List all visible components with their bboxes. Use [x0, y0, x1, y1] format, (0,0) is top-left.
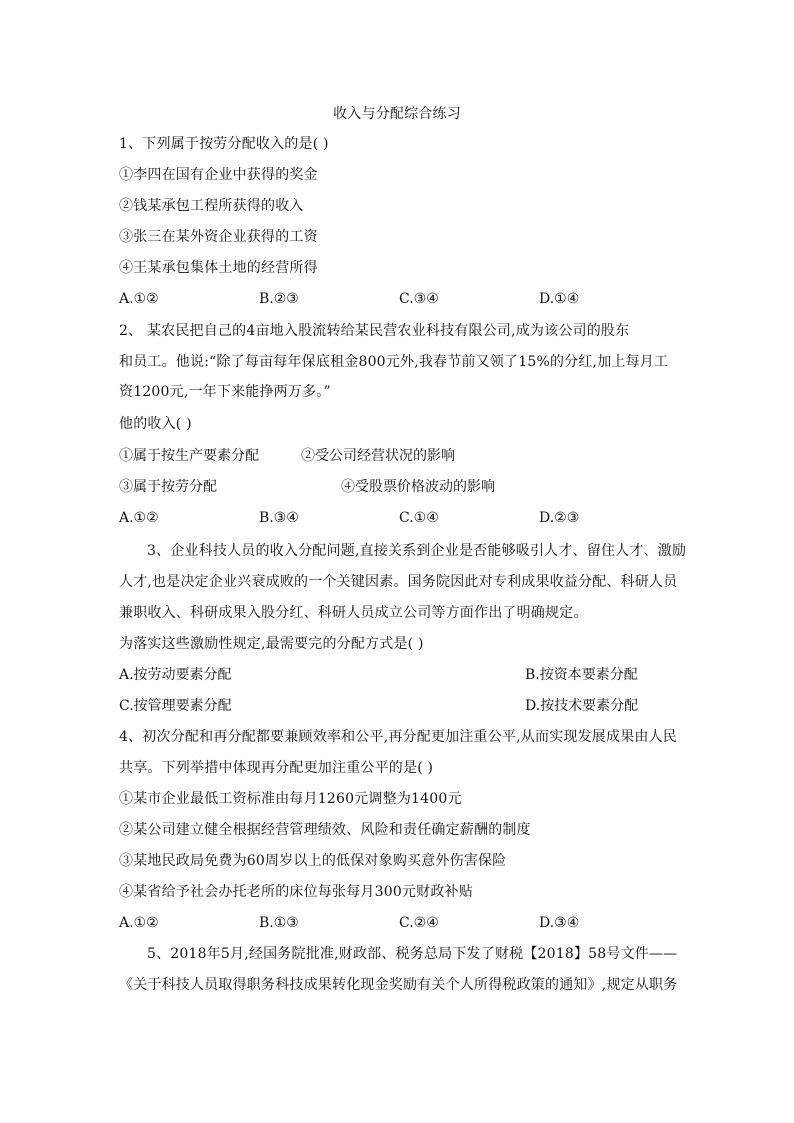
question-1-item: ①李四在国有企业中获得的奖金 [119, 167, 318, 183]
page-title: 收入与分配综合练习 [333, 106, 461, 122]
question-1-item: ②钱某承包工程所获得的收入 [119, 198, 304, 214]
question-5-stem-line: 《关于科技人员取得职务科技成果转化现金奖励有关个人所得税政策的通知》,规定从职务 [119, 977, 678, 993]
question-4-option-a: A.①② [119, 915, 159, 931]
question-1-item: ③张三在某外资企业获得的工资 [119, 229, 318, 245]
question-1-option-d: D.①④ [539, 291, 580, 307]
question-2-option-a: A.①② [119, 510, 159, 526]
question-1-option-b: B.②③ [259, 291, 299, 307]
question-3-option-c: C.按管理要素分配 [119, 698, 232, 714]
question-3-stem-line: 兼职收入、科研成果入股分红、科研人员成立公司等方面作出了明确规定。 [119, 605, 588, 621]
question-3-option-d: D.按技术要素分配 [525, 698, 639, 714]
question-3-option-b: B.按资本要素分配 [525, 667, 638, 683]
question-2-stem-line: 资1200元,一年下来能挣两万多。” [119, 384, 331, 400]
question-4-stem-line: 4、初次分配和再分配都要兼顾效率和公平,再分配更加注重公平,从而实现发展成果由人民 [119, 729, 678, 745]
question-1-stem: 1、下列属于按劳分配收入的是( ) [119, 136, 329, 152]
question-4-option-b: B.①③ [259, 915, 299, 931]
question-4-item: ①某市企业最低工资标准由每月1260元调整为1400元 [119, 791, 462, 807]
question-4-option-c: C.②④ [399, 915, 439, 931]
question-1-option-c: C.③④ [399, 291, 439, 307]
question-4-option-d: D.③④ [539, 915, 580, 931]
question-3-stem-line: 3、企业科技人员的收入分配问题,直接关系到企业是否能够吸引人才、留住人才、激励 [147, 543, 687, 559]
question-2-item: ①属于按生产要素分配 [119, 448, 259, 464]
question-2-option-b: B.③④ [259, 510, 299, 526]
question-2-item: ④受股票价格波动的影响 [341, 479, 495, 495]
question-2-stem-line: 他的收入( ) [119, 416, 192, 432]
question-4-stem-line: 共享。下列举措中体现再分配更加注重公平的是( ) [119, 760, 434, 776]
question-3-stem-line: 为落实这些激励性规定,最需要完的分配方式是( ) [119, 636, 424, 652]
question-1-option-a: A.①② [119, 291, 159, 307]
question-2-option-d: D.②③ [539, 510, 580, 526]
question-2-item: ②受公司经营状况的影响 [301, 448, 455, 464]
question-2-stem-line: 2、 某农民把自己的4亩地入股流转给某民营农业科技有限公司,成为该公司的股东 [119, 323, 630, 339]
question-1-item: ④王某承包集体土地的经营所得 [119, 260, 318, 276]
question-2-item: ③属于按劳分配 [119, 479, 217, 495]
question-4-item: ③某地民政局免费为60周岁以上的低保对象购买意外伤害保险 [119, 853, 507, 869]
question-2-option-c: C.①④ [399, 510, 439, 526]
question-4-item: ④某省给予社会办托老所的床位每张每月300元财政补贴 [119, 884, 473, 900]
question-2-stem-line: 和员工。他说:“除了每亩每年保底租金800元外,我春节前又领了15%的分红,加上每月工 [119, 354, 669, 370]
question-5-stem-line: 5、2018年5月,经国务院批准,财政部、税务总局下发了财税【2018】58号文件—— [147, 946, 678, 962]
question-3-option-a: A.按劳动要素分配 [119, 667, 232, 683]
question-4-item: ②某公司建立健全根据经营管理绩效、风险和责任确定薪酬的制度 [119, 822, 531, 838]
question-3-stem-line: 人才,也是决定企业兴衰成败的一个关键因素。国务院因此对专利成果收益分配、科研人员 [119, 574, 678, 590]
